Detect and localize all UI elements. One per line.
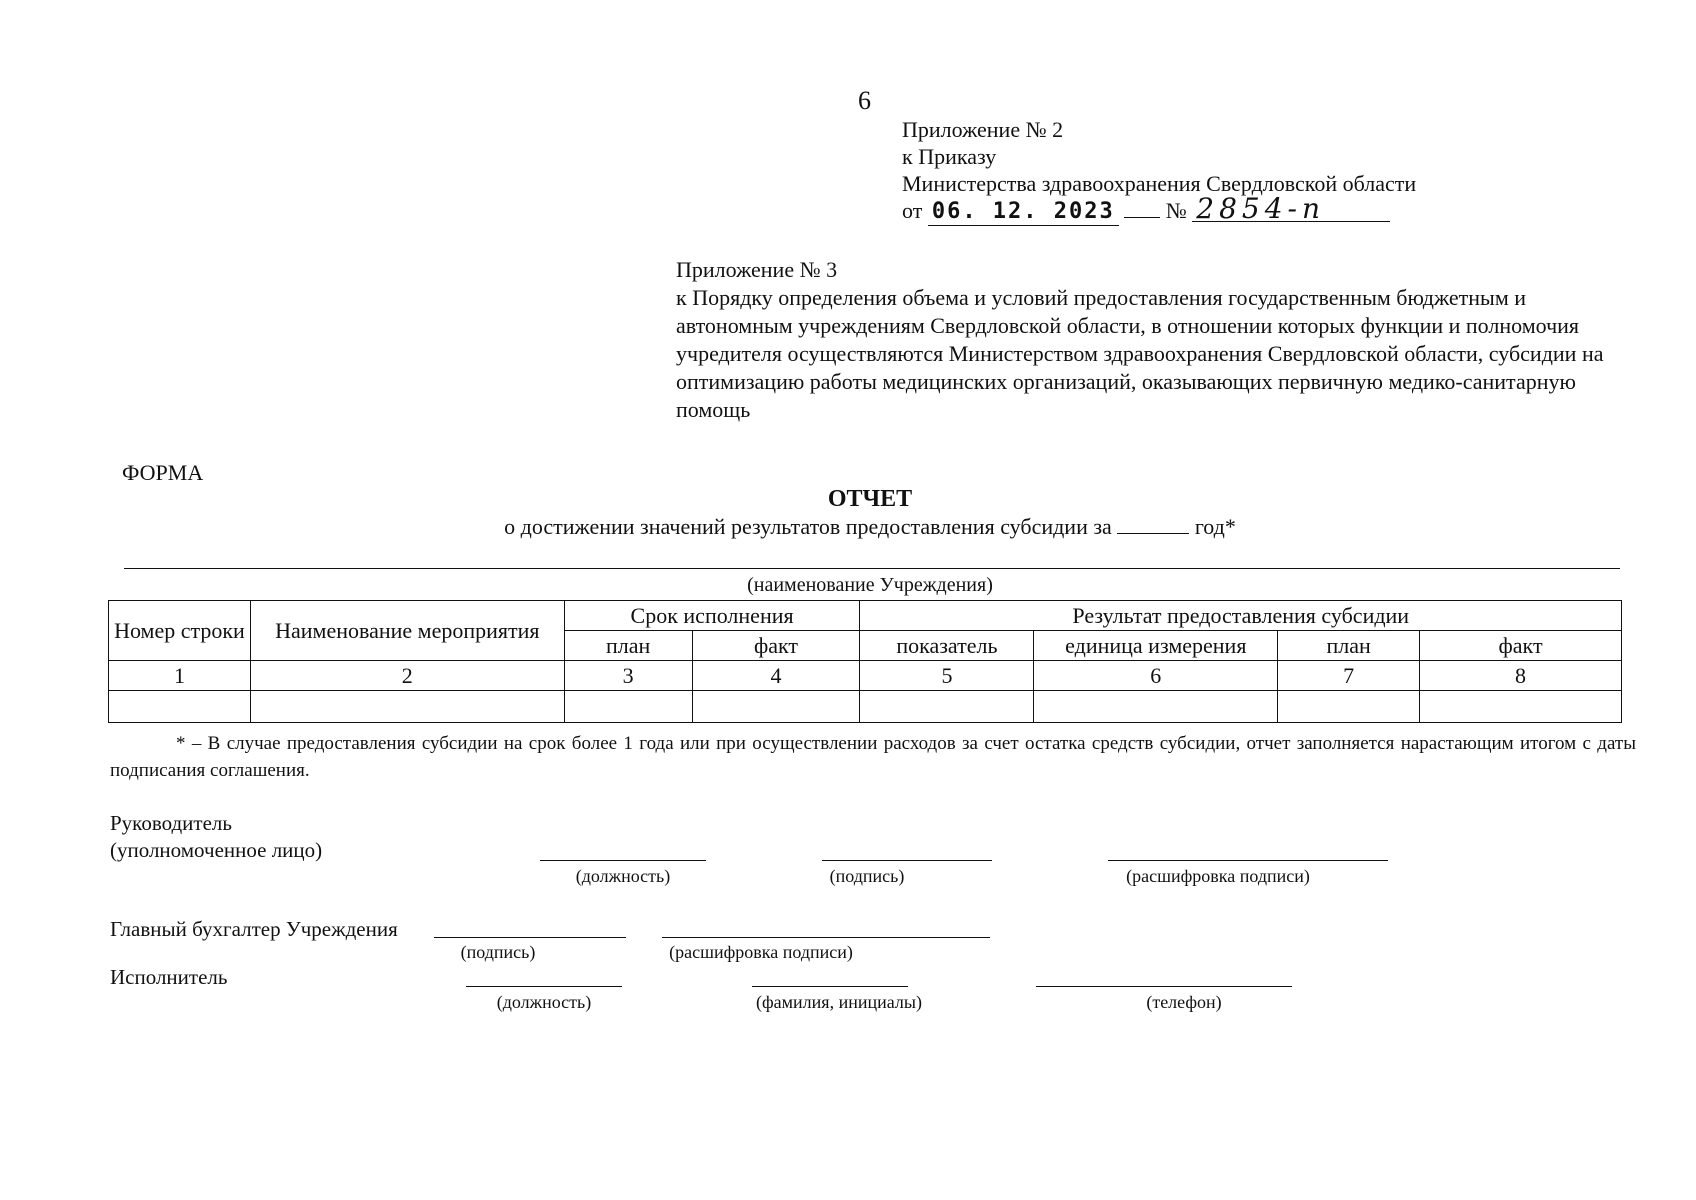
executor-position-caption: (должность) [496, 992, 592, 1012]
accountant-signature-caption: (подпись) [460, 942, 536, 962]
appendix-3-title: Приложение № 3 [676, 257, 838, 282]
head-label-2: (уполномоченное лицо) [110, 838, 323, 862]
date-prefix: от [902, 198, 923, 223]
head-position-caption: (должность) [575, 866, 671, 886]
column-number: 8 [1420, 661, 1622, 691]
appendix-2-date-line [902, 192, 1416, 226]
order-number: 2854-п [1192, 197, 1390, 222]
executor-name-line [752, 986, 908, 987]
accountant-decoding-caption: (расшифровка подписи) [669, 942, 853, 962]
appendix-2-line-3: Министерства здравоохранения Свердловской области [902, 171, 1417, 196]
head-signature-caption: (подпись) [829, 866, 905, 886]
subtitle-text: о достижении значений результатов предоставления субсидии за [504, 514, 1112, 539]
table-cell [109, 691, 251, 723]
header-result: Результат предоставления субсидии [860, 601, 1622, 631]
column-number: 4 [692, 661, 860, 691]
header-indicator: показатель [860, 631, 1034, 661]
header-plan-2: план [1278, 631, 1420, 661]
table-number-row [109, 661, 1622, 691]
appendix-3-text: к Порядку определения объема и условий предоставления государственным бюджетным и автономным учреждениям Свердловской области, в отношении которых функции и полномочия учредителя осуществляются Министерством здравоохранения Свердловской области, субсидии на оптимизацию работы медицинских организаций, оказывающих первичную медико-санитарную помощь [676, 285, 1604, 422]
column-number: 6 [1034, 661, 1278, 691]
report-title: ОТЧЕТ [827, 486, 913, 512]
executor-position-line [466, 986, 622, 987]
appendix-2-line-2: к Приказу [902, 144, 997, 169]
header-plan: план [564, 631, 692, 661]
number-prefix: № [1165, 198, 1187, 223]
head-decoding-caption: (расшифровка подписи) [1126, 866, 1310, 886]
accountant-label: Главный бухгалтер Учреждения [110, 917, 398, 941]
footnote-text: * – В случае предоставления субсидии на срок более 1 года или при осуществлении расходов за счет остатка средств субсидии, отчет заполняется нарастающим итогом с даты подписания соглашения. [110, 733, 1636, 781]
header-unit: единица измерения [1034, 631, 1278, 661]
head-signature-line [822, 860, 992, 861]
subtitle-year: год* [1194, 514, 1236, 539]
order-date: 06. 12. 2023 [928, 198, 1119, 226]
table-cell [1034, 691, 1278, 723]
report-subtitle [0, 514, 1696, 540]
header-fact-2: факт [1420, 631, 1622, 661]
accountant-signature-line [434, 937, 626, 938]
head-decoding-line [1108, 860, 1388, 861]
table-cell [1278, 691, 1420, 723]
institution-caption: (наименование Учреждения) [747, 574, 993, 596]
table-cell [1420, 691, 1622, 723]
date-underline-tail [1124, 217, 1160, 218]
appendix-2-block [902, 116, 1416, 226]
form-label: ФОРМА [122, 460, 204, 485]
header-row-number: Номер строки [109, 601, 251, 661]
table-row [109, 691, 1622, 723]
executor-phone-caption: (телефон) [1146, 992, 1222, 1012]
appendix-2-title: Приложение № 2 [902, 117, 1064, 142]
table-header-row-1 [109, 601, 1622, 631]
appendix-3-block [676, 256, 1636, 424]
accountant-decoding-line [662, 937, 990, 938]
table-cell [692, 691, 860, 723]
year-blank [1117, 533, 1189, 534]
head-label-1: Руководитель [110, 811, 232, 835]
column-number: 3 [564, 661, 692, 691]
report-table [108, 600, 1622, 723]
executor-name-caption: (фамилия, инициалы) [756, 992, 922, 1012]
head-label [110, 810, 322, 864]
column-number: 2 [250, 661, 564, 691]
column-number: 1 [109, 661, 251, 691]
header-deadline: Срок исполнения [564, 601, 860, 631]
table-cell [564, 691, 692, 723]
head-position-line [540, 860, 706, 861]
column-number: 7 [1278, 661, 1420, 691]
header-fact: факт [692, 631, 860, 661]
table-cell [860, 691, 1034, 723]
institution-name-line [124, 568, 1620, 569]
page-number: 6 [858, 86, 871, 115]
column-number: 5 [860, 661, 1034, 691]
executor-phone-line [1036, 986, 1292, 987]
executor-label: Исполнитель [110, 965, 228, 989]
header-event-name: Наименование мероприятия [250, 601, 564, 661]
table-cell [250, 691, 564, 723]
footnote [110, 730, 1636, 784]
